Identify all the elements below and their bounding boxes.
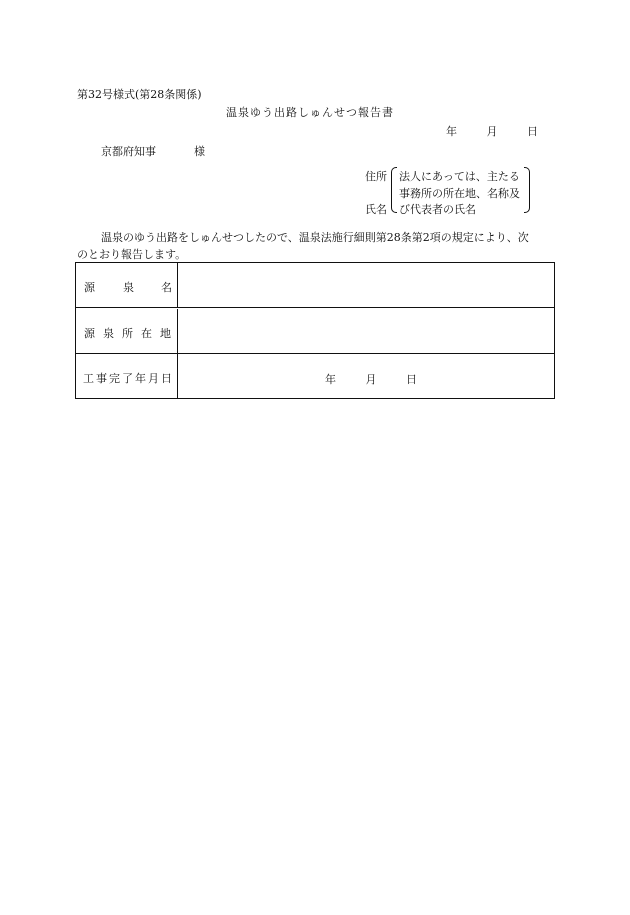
addressee-honorific: 様	[194, 145, 205, 158]
name-label: 氏名	[365, 203, 387, 216]
date-day: 日	[527, 125, 538, 138]
body-text-line1: 温泉のゆう出路をしゅんせつしたので、温泉法施行細則第28条第2項の規定により、次	[101, 231, 529, 244]
completion-date	[325, 371, 417, 387]
date-month: 月	[486, 125, 498, 138]
label-char: 在	[141, 327, 152, 340]
label-char: 所	[122, 327, 133, 340]
value-source-name[interactable]	[178, 263, 554, 307]
label-char: 地	[160, 327, 171, 340]
form-number: 第32号様式(第28条関係)	[77, 88, 202, 101]
label-char: 工	[83, 372, 94, 385]
label-char: 泉	[123, 281, 134, 294]
table-row-source-location	[76, 309, 554, 354]
bracket-left-icon	[391, 167, 397, 213]
table-row-completion-date	[76, 354, 554, 399]
label-char: 源	[84, 327, 95, 340]
value-source-location[interactable]	[178, 309, 554, 353]
applicant-note-line: 事務所の所在地、名称及	[399, 187, 520, 200]
date-month: 月	[365, 373, 377, 386]
label-char: 日	[161, 372, 172, 385]
date-day: 日	[406, 373, 417, 386]
label-char: 完	[109, 372, 120, 385]
label-char: 泉	[103, 327, 114, 340]
document-title: 温泉ゆう出路しゅんせつ報告書	[226, 106, 394, 119]
label-completion-date	[76, 354, 178, 399]
applicant-note-line: 法人にあっては、主たる	[399, 170, 520, 183]
label-char: 月	[148, 372, 159, 385]
label-source-location	[76, 309, 178, 353]
applicant-note-line: び代表者の氏名	[399, 203, 476, 216]
report-date	[446, 123, 538, 139]
label-char: 了	[122, 372, 133, 385]
body-text-line2: のとおり報告します。	[77, 248, 187, 261]
date-year: 年	[446, 125, 457, 138]
date-year: 年	[325, 373, 336, 386]
label-char: 源	[84, 281, 95, 294]
label-source-name	[76, 263, 178, 307]
report-table	[75, 262, 555, 399]
bracket-right-icon	[524, 167, 530, 213]
table-row-source-name	[76, 263, 554, 308]
label-char: 年	[135, 372, 146, 385]
addressee	[101, 143, 205, 159]
addressee-name: 京都府知事	[101, 145, 156, 158]
label-char: 事	[96, 372, 107, 385]
address-label: 住所	[365, 170, 387, 183]
label-char: 名	[161, 281, 172, 294]
